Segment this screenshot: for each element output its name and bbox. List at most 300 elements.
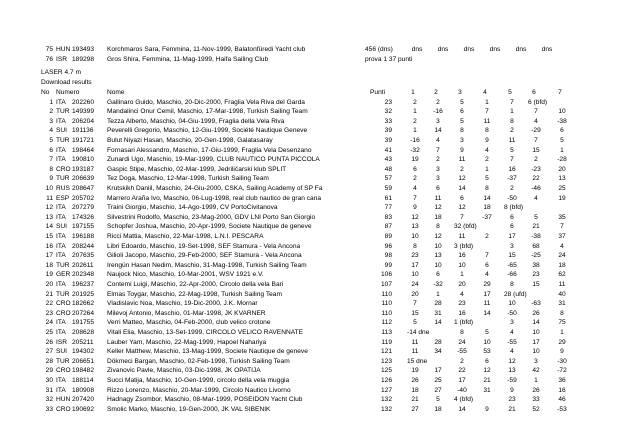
race-result: 16 [508, 165, 516, 173]
race-result: -25 [531, 252, 541, 260]
race-result: 31 [434, 309, 442, 317]
points: 112 [381, 319, 392, 327]
nation: ITA [56, 204, 66, 212]
points: 32 [384, 108, 392, 116]
race-result: 7 [413, 194, 417, 202]
sailor-name: Mandalinci Onur Cemil, Maschio, 17-Mar-1998, Turkish Sailing Team [107, 108, 308, 116]
rank: 2 [49, 108, 53, 116]
race-result: 20 [458, 280, 466, 288]
rank: 20 [45, 280, 53, 288]
header-race-2: 2 [434, 89, 438, 96]
sail-number: 197155 [72, 223, 95, 231]
race-result: 13 [434, 252, 442, 260]
race-result: 1 [460, 271, 464, 279]
sailor-name: Gilioli Jacopo, Maschio, 29-Feb-2000, SEF Stamura - Vela Ancona [107, 252, 302, 260]
nation: CRO [56, 309, 71, 317]
points: 127 [380, 386, 392, 394]
race-result: -55 [507, 338, 517, 346]
table-row [0, 270, 630, 279]
race-result: 26 [532, 309, 540, 317]
sailor-name: Schopfer Joshua, Maschio, 20-Apr-1999, Societe Nautique de geneve [107, 223, 312, 231]
race-result: 6 [510, 213, 514, 221]
race-result: 9 [460, 146, 464, 154]
race-result: 42 [532, 367, 540, 375]
header-race-5: 5 [508, 89, 512, 96]
header-nome: Nome [107, 89, 125, 96]
race-result: -28 [557, 156, 567, 164]
points: 456 (dns) [365, 46, 393, 53]
rank: 1 [49, 98, 53, 106]
race-result: 3 [460, 136, 464, 144]
sailor-name: Tezza Alberto, Maschio, 04-Giu-1999, Fraglia della Vela Riva [107, 117, 285, 125]
sail-number: 194302 [72, 348, 95, 356]
nation: ITA [56, 232, 66, 240]
race-result: 6 [485, 261, 489, 269]
rank: 26 [45, 338, 53, 346]
race-result: 5 [510, 146, 514, 154]
sail-number: 193187 [72, 165, 95, 173]
nation: SUI [56, 127, 67, 135]
points: 89 [384, 232, 392, 240]
sailor-name: Fornasari Alessandro, Maschio, 17-Giu-1999, Fraglia Vela Desenzano [107, 146, 312, 154]
points: 48 [384, 165, 392, 173]
race-result: 10 [558, 108, 566, 116]
race-result: 75 [558, 319, 566, 327]
sail-number: 174326 [72, 213, 95, 221]
race-result: 17 [434, 367, 442, 375]
sailor-name: Ricci Mattia, Maschio, 22-Mar-1998, L.N.I. PESCARA [107, 232, 264, 240]
race-result: 1 [485, 98, 489, 106]
race-result: 15 [532, 280, 540, 288]
race-result: 1 [436, 290, 440, 298]
rank: 31 [45, 386, 53, 394]
race-result: 3 (bfd) [454, 242, 474, 250]
race-result: 21 [483, 376, 491, 384]
nation: ITA [56, 386, 66, 394]
table-row [0, 165, 630, 174]
table-row [0, 251, 630, 260]
rank: 21 [45, 290, 53, 298]
race-result: 8 [436, 223, 440, 231]
table-row [0, 299, 630, 308]
table-row [0, 146, 630, 155]
sailor-name: Dökmeci Bargan, Maschio, 02-Feb-1998, Turkish Sailing Team [107, 357, 290, 365]
race-result: 11 [411, 338, 419, 346]
rank: 3 [49, 117, 53, 125]
race-result: -37 [482, 213, 492, 221]
sailor-name: Gallinaro Guido, Maschio, 20-Dic-2000, Fraglia Vela Riva del Garda [107, 98, 305, 106]
table-row [0, 107, 630, 116]
sail-number: 191136 [72, 127, 94, 135]
race-result: 4 [460, 290, 464, 298]
race-result: 10 [434, 261, 442, 269]
race-result: 1 [413, 108, 417, 116]
race-result: 27 [434, 386, 442, 394]
race-result: -65 [507, 261, 517, 269]
race-result: 10 [411, 271, 419, 279]
race-result: 5 [436, 396, 440, 404]
sail-number: 189298 [72, 55, 95, 63]
nation: ITA [56, 252, 66, 260]
nation: TUR [56, 175, 70, 183]
header-race-3: 3 [458, 89, 462, 96]
sailor-name: Keller Matthew, Maschio, 13-Mag-1999, Societe Nautique de geneve [107, 348, 308, 356]
race-result: 15 [411, 309, 419, 317]
race-result: 33 [532, 396, 540, 404]
sailor-name: Milevoj Antonio, Maschio, 01-Mar-1998, JK KVARNER [107, 309, 266, 317]
rank: 8 [49, 165, 53, 173]
race-result: 5 [460, 117, 464, 125]
race-result: dns [489, 46, 501, 53]
header-race-4: 4 [483, 89, 487, 96]
rank: 33 [45, 405, 53, 413]
points: 39 [384, 136, 392, 144]
race-result: -55 [457, 348, 467, 356]
points: 106 [380, 271, 392, 279]
race-result: 3 [436, 165, 440, 173]
sailor-name: Lauber Yam, Maschio, 22-Mag-1999, Hapoel Nahariya [107, 338, 267, 346]
race-result: 3 [510, 242, 514, 250]
nation: GER [56, 271, 71, 279]
race-result: 24 [411, 280, 419, 288]
race-result: 9 [485, 405, 489, 413]
race-result: 23 [411, 252, 419, 260]
prev-result-row [0, 55, 630, 64]
sail-number: 191755 [72, 319, 95, 327]
race-result: 53 [483, 348, 491, 356]
sail-number: 190810 [72, 156, 95, 164]
race-result: 2 [460, 165, 464, 173]
race-result: 4 [436, 136, 440, 144]
sail-number: 190692 [72, 405, 95, 413]
race-result: 5 [485, 328, 489, 336]
points: 126 [380, 376, 392, 384]
race-result: 4 [534, 194, 538, 202]
sailor-name: Bulut Niyazi Hasan, Maschio, 20-Gen-1998, Galatasaray [107, 136, 273, 144]
nation: CRO [56, 405, 71, 413]
header-no: No [41, 89, 50, 96]
points: 110 [381, 300, 392, 308]
table-row [0, 126, 630, 135]
nation: ITA [56, 280, 66, 288]
prev-result-row [0, 45, 630, 54]
race-result: -63 [531, 300, 541, 308]
race-result: dns [541, 46, 553, 53]
nation: SUI [56, 223, 67, 231]
race-result: 3 [510, 319, 514, 327]
nation: ITA [56, 376, 66, 384]
table-row [0, 376, 630, 385]
race-result: 17 [508, 232, 516, 240]
table-row [0, 386, 630, 395]
race-result: 13 [411, 223, 419, 231]
rank: 12 [45, 204, 53, 212]
sail-number: 205211 [72, 338, 94, 346]
race-result: 21 [411, 396, 419, 404]
nation: ITA [56, 146, 66, 154]
sail-number: 188114 [72, 376, 94, 384]
race-result: 22 [458, 367, 466, 375]
race-result: 15 dne [407, 357, 428, 365]
race-result: 40 [558, 290, 566, 298]
race-result: dns [411, 46, 423, 53]
race-result: 2 [534, 156, 538, 164]
race-result: -72 [557, 367, 567, 375]
sailor-name: Silvestrini Rodolfo, Maschio, 23-Mag-2000, GDV LNI Porto San Giorgio [107, 213, 316, 221]
sail-number: 180908 [72, 386, 95, 394]
race-result: 10 [483, 338, 491, 346]
race-result: 23 [458, 300, 466, 308]
rank: 23 [45, 309, 53, 317]
race-result: 24 [558, 252, 566, 260]
table-row [0, 261, 630, 270]
rank: 14 [45, 223, 53, 231]
table-row [0, 136, 630, 145]
rank: 22 [45, 300, 53, 308]
sailor-name: Zivanovic Pavle, Maschio, 03-Dic-1998, JK OPATIJA [107, 367, 261, 375]
table-row [0, 290, 630, 299]
sailor-name: Krutskikh Daniil, Maschio, 24-Giu-2000, CSKA, Sailing Academy of SP Fa [107, 184, 323, 192]
sailor-name: Gros Shira, Femmina, 11-Mag-1999, Haifa Sailing Club [107, 55, 269, 63]
sail-number: 208647 [72, 184, 95, 192]
race-result: 8 [560, 309, 564, 317]
race-result: 2 [413, 98, 417, 106]
points: 59 [384, 184, 392, 192]
race-result: 14 [532, 319, 540, 327]
table-row [0, 184, 630, 193]
race-result: 9 [485, 136, 489, 144]
points: 83 [384, 213, 392, 221]
race-result: 21 [508, 405, 516, 413]
race-result: 5 [485, 175, 489, 183]
race-result: 18 [558, 261, 566, 269]
race-result: 37 [558, 232, 566, 240]
sail-number: 207264 [72, 309, 95, 317]
table-row [0, 194, 630, 203]
rank: 9 [49, 175, 53, 183]
points: 125 [380, 367, 392, 375]
sail-number: 191721 [72, 136, 95, 144]
race-result: 19 [411, 156, 419, 164]
race-result: 1 [560, 328, 564, 336]
race-result: 18 [411, 386, 419, 394]
race-result: 2 [413, 175, 417, 183]
race-result: 5 [460, 98, 464, 106]
race-result: 14 [458, 405, 466, 413]
sail-number: 149399 [72, 108, 95, 116]
race-result: 17 [411, 261, 419, 269]
points: 23 [384, 98, 392, 106]
nation: CRO [56, 165, 71, 173]
race-result: 4 [534, 117, 538, 125]
race-result: 1 (bfd) [454, 319, 474, 327]
rank: 30 [45, 376, 53, 384]
race-result: 22 [532, 175, 540, 183]
race-result: 25 [434, 376, 442, 384]
race-result: dns [463, 46, 475, 53]
race-result: 6 [460, 108, 464, 116]
race-result: 6 (bfd) [528, 98, 548, 106]
points: 132 [380, 396, 392, 404]
race-result: 11 [411, 348, 419, 356]
race-result: 26 [532, 386, 540, 394]
race-result: 18 [483, 204, 491, 212]
race-result: 46 [558, 396, 566, 404]
sail-number: 207279 [72, 204, 95, 212]
points: 132 [380, 405, 392, 413]
sailor-name: Hadnagy Zsombor, Maschio, 08-Mar-1999, POSEIDON Yacht Club [107, 396, 303, 404]
rank: 10 [45, 184, 53, 192]
race-result: 4 [485, 146, 489, 154]
points: 77 [384, 204, 392, 212]
race-result: 4 [510, 348, 514, 356]
race-result: 6 [510, 223, 514, 231]
points: 61 [384, 194, 392, 202]
sailor-name: Smolic Marko, Maschio, 19-Gen-2000, JK VAL SIBENIK [107, 405, 271, 413]
race-result: 29 [558, 338, 566, 346]
sail-number: 205702 [72, 194, 95, 202]
nation: ISR [56, 338, 67, 346]
sail-number: 198464 [72, 146, 95, 154]
points: 99 [384, 261, 392, 269]
rank: 19 [45, 271, 53, 279]
race-result: 5 [560, 136, 564, 144]
race-result: -32 [410, 146, 420, 154]
race-result: 7 [436, 146, 440, 154]
header-numero: Numero [56, 89, 80, 96]
race-result: 3 [436, 175, 440, 183]
race-result: -37 [507, 175, 517, 183]
nation: TUR [56, 108, 70, 116]
download-row [0, 78, 630, 87]
rank: 4 [49, 127, 53, 135]
download-results-link[interactable]: Download results [41, 79, 92, 86]
race-result: 23 [508, 396, 516, 404]
race-result: 4 (bfd) [454, 396, 474, 404]
race-result: 4 [510, 328, 514, 336]
race-result: -50 [507, 194, 517, 202]
race-result: -16 [410, 136, 420, 144]
table-row [0, 347, 630, 356]
points: 41 [384, 146, 392, 154]
race-result: 7 [413, 300, 417, 308]
race-result: 18 [434, 213, 442, 221]
header-race-1: 1 [411, 89, 415, 96]
race-result: 8 [510, 280, 514, 288]
race-result: -16 [433, 108, 443, 116]
table-row [0, 309, 630, 318]
nation: ITA [56, 328, 66, 336]
race-result: -40 [457, 386, 467, 394]
race-result: 38 [532, 261, 540, 269]
sailor-name: Marrero Araña Ivo, Maschio, 06-Lug-1998, real club nautico de gran cana [107, 194, 322, 202]
nation: HUN [56, 46, 71, 53]
race-result: 28 (ufd) [504, 290, 527, 298]
race-result: 10 [532, 348, 540, 356]
race-result: 1 [510, 108, 514, 116]
sailor-name: Contemi Luigi, Maschio, 22-Apr-2000, Circolo della vela Bari [107, 280, 284, 288]
section-title [0, 68, 630, 77]
race-result: 10 [508, 300, 516, 308]
sail-number: 202348 [72, 271, 95, 279]
race-result: 11 [458, 156, 466, 164]
points: 87 [384, 223, 392, 231]
race-result: 8 [460, 328, 464, 336]
race-result: 16 [458, 309, 466, 317]
points: 110 [381, 290, 392, 298]
race-result: 2 [485, 156, 489, 164]
race-result: 2 [460, 357, 464, 365]
race-result: 14 [434, 127, 442, 135]
points: prova 1 37 punti [365, 55, 413, 63]
rank: 18 [45, 261, 53, 269]
race-result: 2 [436, 98, 440, 106]
race-result: 3 [436, 117, 440, 125]
race-result: 8 [510, 117, 514, 125]
sail-number: 196188 [72, 232, 95, 240]
race-result: 25 [558, 184, 566, 192]
sail-number: 182662 [72, 300, 95, 308]
race-result: 36 [558, 376, 566, 384]
race-result: 1 [560, 146, 564, 154]
points: 119 [381, 338, 392, 346]
points: 121 [380, 348, 392, 356]
sailor-name: Traini Giorgio, Maschio, 14-Ago-1999, CV PortoCivitanova [107, 204, 278, 212]
race-result: 11 [508, 136, 516, 144]
table-row [0, 338, 630, 347]
race-result: 17 [483, 290, 491, 298]
race-result: 2 [510, 184, 514, 192]
race-result: 12 [411, 213, 419, 221]
race-result: 52 [532, 405, 540, 413]
table-row [0, 203, 630, 212]
race-result: 7 [460, 213, 464, 221]
race-result: 26 [411, 376, 419, 384]
sailor-name: Zunardi Ugo, Maschio, 19-Mar-1999, CLUB NAUTICO PUNTA PICCOLA [107, 156, 320, 164]
rank: 7 [49, 156, 53, 164]
nation: CRO [56, 367, 71, 375]
sail-number: 206204 [72, 117, 95, 125]
race-result: 2 [413, 117, 417, 125]
race-result: 7 [485, 108, 489, 116]
sail-number: 208244 [72, 242, 95, 250]
nation: TUR [56, 136, 70, 144]
sail-number: 208628 [72, 328, 95, 336]
race-result: -30 [557, 357, 567, 365]
rank: 29 [45, 367, 53, 375]
race-result: 1 [413, 127, 417, 135]
sail-number: 206651 [72, 357, 95, 365]
table-row [0, 328, 630, 337]
race-result: 8 [460, 127, 464, 135]
race-result: 6 [413, 165, 417, 173]
sailor-name: Naujock Nico, Maschio, 10-Mar-2001, WSV 1921 e.V. [107, 271, 264, 279]
race-result: 8 [413, 242, 417, 250]
race-result: 11 [558, 280, 566, 288]
race-result: 5 [534, 213, 538, 221]
sailor-name: Vladislavic Noa, Maschio, 19-Dic-2000, J.K. Mornar [107, 300, 258, 308]
race-result: 35 [558, 213, 566, 221]
sail-number: 207635 [72, 252, 95, 260]
points: 33 [384, 117, 392, 125]
race-result: 9 [560, 348, 564, 356]
race-result: 4 [485, 271, 489, 279]
race-result: 27 [411, 405, 419, 413]
race-result: 11 [458, 232, 466, 240]
sailor-name: Elmas Toygar, Maschio, 22-Mag-1998, Turkish Sailing Team [107, 290, 282, 298]
race-result: 14 [483, 194, 491, 202]
sail-number: 201925 [72, 290, 95, 298]
